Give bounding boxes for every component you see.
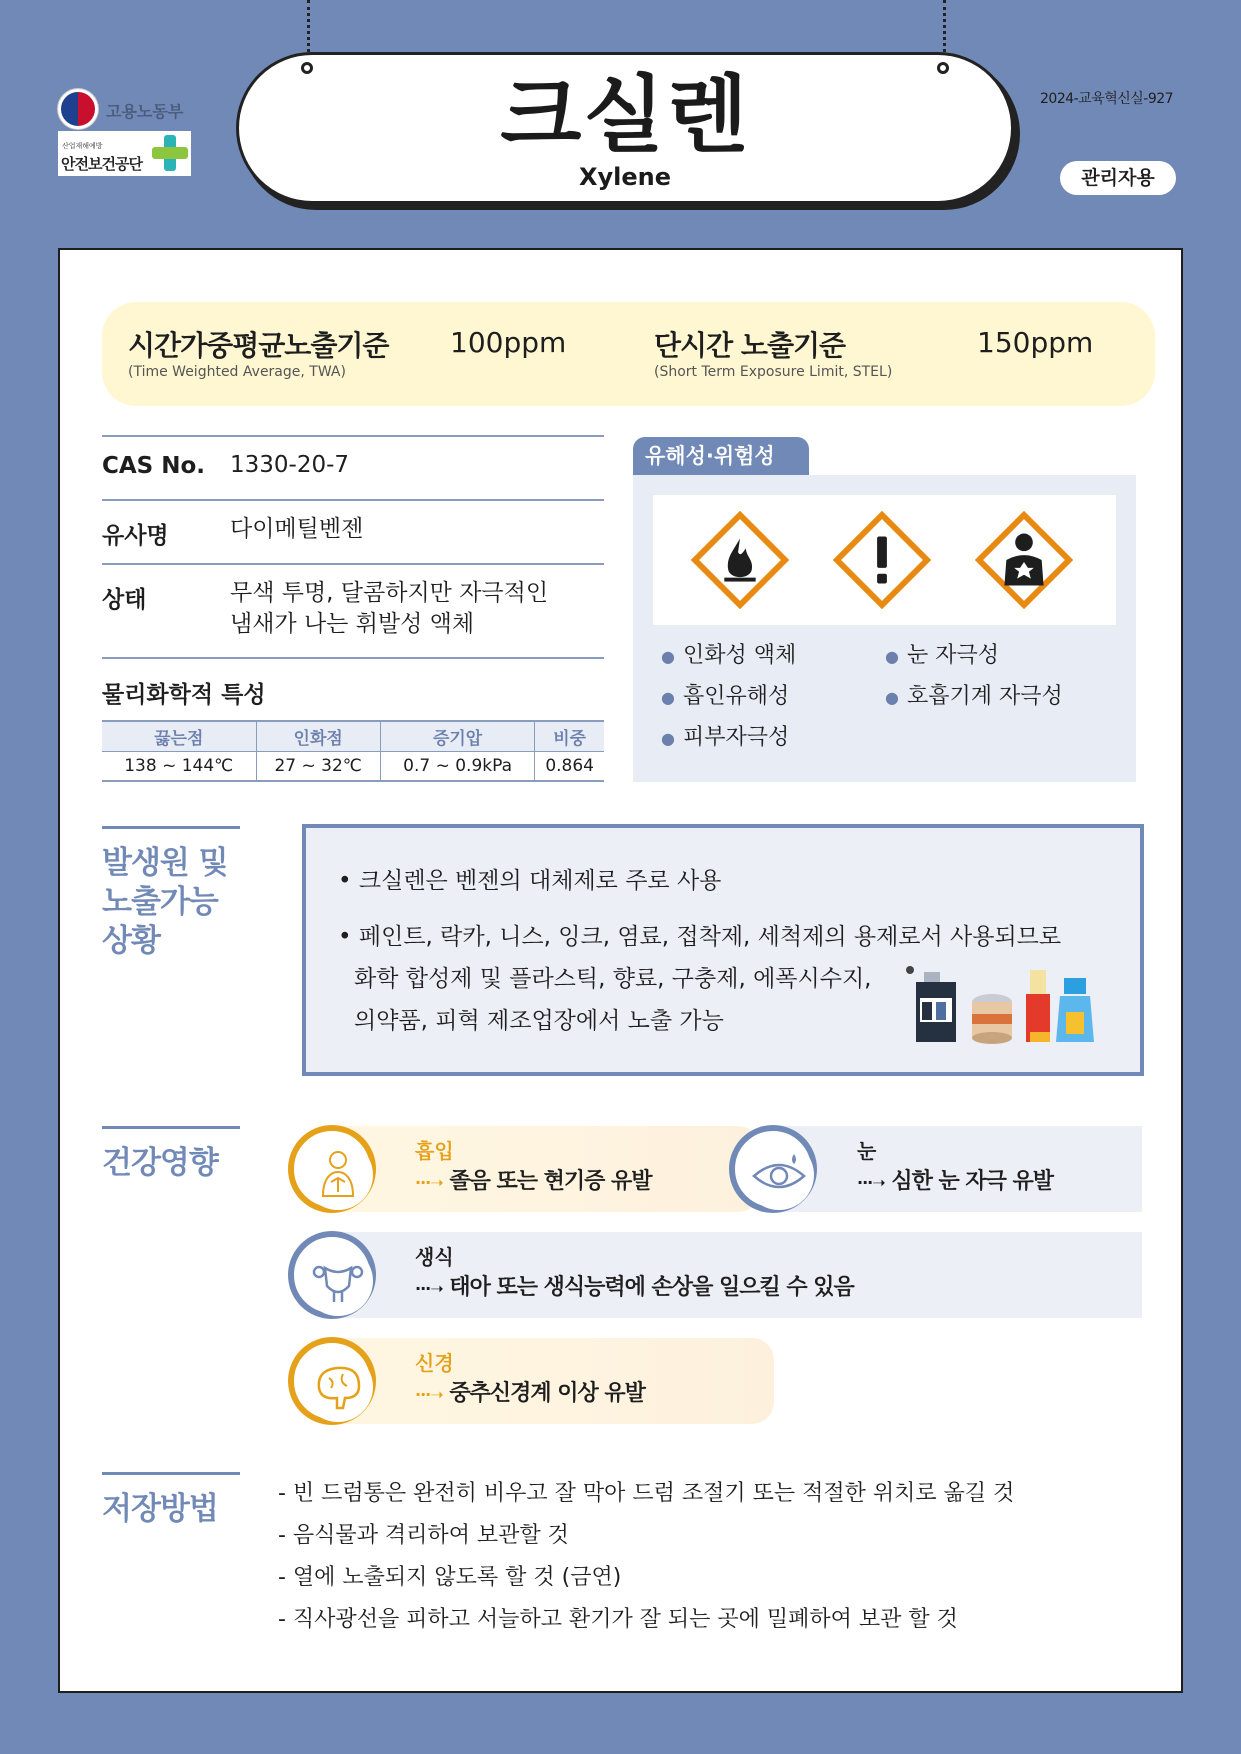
- stel-value: 150ppm: [977, 326, 1094, 359]
- source-line: 화학 합성제 및 플라스틱, 향료, 구충제, 에폭시수지,: [354, 966, 872, 992]
- page-title: 크실렌: [500, 66, 750, 164]
- synonym-label: 유사명: [102, 523, 169, 549]
- value-flash-point: 27 ~ 32℃: [256, 751, 380, 781]
- source-section-title: 발생원 및 노출가능 상황: [102, 845, 228, 959]
- physical-properties-table: [102, 720, 604, 782]
- effect-description: ···➝ 중추신경계 이상 유발: [415, 1381, 645, 1406]
- health-section-title: 건강영향: [102, 1145, 218, 1181]
- source-line: 의약품, 피혁 제조업장에서 노출 가능: [354, 1008, 724, 1034]
- hazard-item: ● 피부자극성: [661, 725, 790, 750]
- effect-label: 눈: [857, 1139, 877, 1163]
- cross-icon: [152, 135, 188, 171]
- agency-tagline: 산업재해예방: [62, 142, 103, 150]
- cas-row: [102, 435, 604, 499]
- effect-label: 흡입: [415, 1139, 454, 1163]
- exposure-limits-panel: [102, 302, 1155, 406]
- page-subtitle: Xylene: [578, 163, 671, 191]
- ministry-name: 고용노동부: [106, 102, 184, 121]
- section-rule: [102, 826, 240, 829]
- storage-section-title: 저장방법: [102, 1491, 218, 1527]
- header-specific-gravity: 비중: [535, 721, 604, 751]
- synonym-row: [102, 499, 604, 563]
- content-card: [58, 248, 1183, 1693]
- product-cans-icon: [904, 958, 1104, 1048]
- hazard-item: ● 눈 자극성: [885, 643, 999, 668]
- physical-properties-title: 물리화학적 특성: [102, 682, 266, 708]
- flame-icon: [691, 511, 789, 609]
- section-rule: [102, 1472, 240, 1475]
- state-row: [102, 563, 604, 659]
- cas-label: CAS No.: [102, 453, 206, 479]
- state-value-1: 무색 투명, 달콤하지만 자극적인: [230, 580, 549, 606]
- twa-value: 100ppm: [450, 326, 567, 359]
- value-boiling-point: 138 ~ 144℃: [102, 751, 256, 781]
- stel-subtitle: (Short Term Exposure Limit, STEL): [654, 364, 893, 380]
- value-vapor-pressure: 0.7 ~ 0.9kPa: [380, 751, 534, 781]
- storage-item: - 직사광선을 피하고 서늘하고 환기가 잘 되는 곳에 밀폐하여 보관 할 것: [278, 1607, 958, 1632]
- effect-description: ···➝ 심한 눈 자극 유발: [857, 1169, 1054, 1194]
- effect-label: 생식: [415, 1245, 454, 1269]
- hazard-panel: [633, 475, 1136, 782]
- synonym-value: 다이메틸벤젠: [230, 516, 364, 542]
- state-value-2: 냄새가 나는 휘발성 액체: [230, 611, 475, 637]
- source-line: • 크실렌은 벤젠의 대체제로 주로 사용: [338, 868, 722, 894]
- pin-right: [937, 62, 949, 74]
- effect-description: ···➝ 졸음 또는 현기증 유발: [415, 1169, 652, 1194]
- header-boiling-point: 끓는점: [102, 721, 256, 751]
- stel-title: 단시간 노출기준: [654, 329, 846, 362]
- eye-icon: [729, 1125, 817, 1213]
- brain-icon: [288, 1337, 376, 1425]
- health-hazard-icon: [975, 511, 1073, 609]
- pictogram-area: [653, 495, 1116, 625]
- pin-left: [301, 62, 313, 74]
- audience-badge: 관리자용: [1060, 161, 1176, 195]
- twa-subtitle: (Time Weighted Average, TWA): [128, 364, 346, 380]
- source-line: • 페인트, 락카, 니스, 잉크, 염료, 접착제, 세척제의 용제로서 사용되므로: [338, 924, 1062, 950]
- storage-item: - 열에 노출되지 않도록 할 것 (금연): [278, 1565, 622, 1590]
- header-flash-point: 인화점: [256, 721, 380, 751]
- twa-title: 시간가중평균노출기준: [128, 329, 389, 362]
- exclamation-icon: [833, 511, 931, 609]
- state-label: 상태: [102, 587, 147, 613]
- value-specific-gravity: 0.864: [535, 751, 604, 781]
- effect-description: ···➝ 태아 또는 생식능력에 손상을 일으킬 수 있음: [415, 1275, 854, 1300]
- identity-table: [102, 435, 604, 659]
- hazard-item: ● 호흡기계 자극성: [885, 684, 1063, 709]
- storage-item: - 빈 드럼통은 완전히 비우고 잘 막아 드럼 조절기 또는 적절한 위치로 옮길 것: [278, 1481, 1015, 1506]
- effect-label: 신경: [415, 1351, 454, 1375]
- hazard-item: ● 흡인유해성: [661, 684, 790, 709]
- title-plate: [236, 52, 1014, 204]
- inhalation-icon: [288, 1125, 376, 1213]
- source-panel: [302, 824, 1144, 1076]
- document-number: 2024-교육혁신실-927: [1040, 91, 1174, 107]
- uterus-icon: [288, 1231, 376, 1319]
- storage-item: - 음식물과 격리하여 보관할 것: [278, 1523, 569, 1548]
- agency-logo: [58, 131, 191, 176]
- section-rule: [102, 1126, 240, 1129]
- hazard-tab: 유해성·위험성: [633, 437, 809, 475]
- hazard-item: ● 인화성 액체: [661, 643, 797, 668]
- cas-value: 1330-20-7: [230, 452, 350, 478]
- header-vapor-pressure: 증기압: [380, 721, 534, 751]
- agency-name: 안전보건공단: [61, 155, 142, 173]
- ministry-emblem-icon: [58, 89, 98, 129]
